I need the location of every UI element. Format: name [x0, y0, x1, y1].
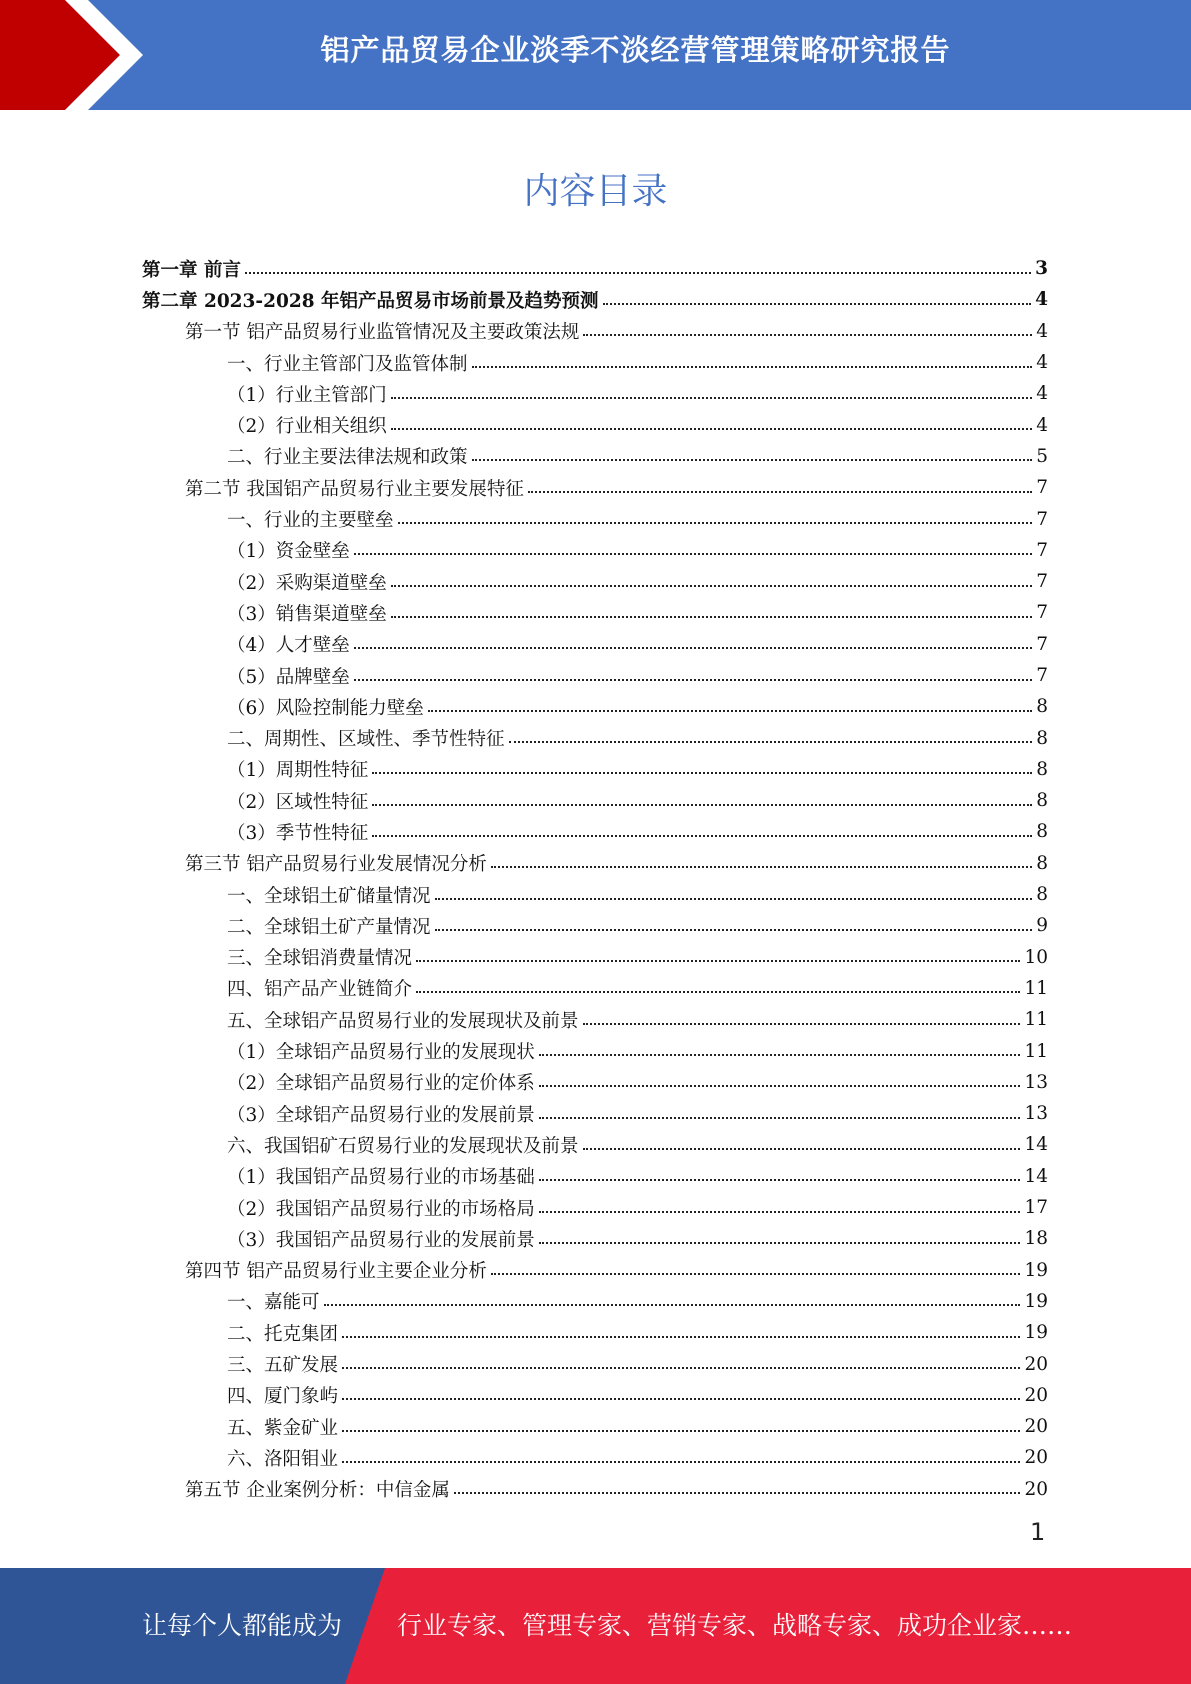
toc-entry-page: 8 — [1036, 790, 1048, 812]
toc-entry[interactable] — [142, 660, 1048, 691]
toc-entry-page: 5 — [1036, 445, 1048, 467]
toc-entry-page: 11 — [1024, 1009, 1048, 1031]
toc-leader-dots — [391, 426, 1032, 430]
toc-leader-dots — [528, 489, 1032, 493]
toc-entry-page: 14 — [1024, 1134, 1048, 1156]
toc-entry-page: 20 — [1024, 1384, 1048, 1406]
toc-entry-title: 三、全球铝消费量情况 — [227, 948, 413, 970]
toc-entry-title: （5）品牌壁垒 — [227, 666, 350, 688]
toc-leader-dots — [398, 520, 1032, 524]
toc-entry[interactable] — [142, 1035, 1048, 1066]
toc-entry-page: 4 — [1036, 352, 1048, 374]
toc-leader-dots — [324, 1302, 1021, 1306]
toc-entry-page: 19 — [1024, 1290, 1048, 1312]
toc-entry[interactable] — [142, 973, 1048, 1004]
toc-entry-title: 二、托克集团 — [227, 1323, 339, 1345]
toc-entry[interactable] — [142, 1317, 1048, 1348]
toc-entry-page: 20 — [1024, 1353, 1048, 1375]
toc-entry-page: 8 — [1036, 727, 1048, 749]
toc-entry-title: 六、我国铝矿石贸易行业的发展现状及前景 — [227, 1135, 579, 1157]
toc-leader-dots — [539, 1052, 1021, 1056]
toc-entry-title: 二、周期性、区域性、季节性特征 — [227, 729, 505, 751]
toc-entry-title: 五、全球铝产品贸易行业的发展现状及前景 — [227, 1010, 579, 1032]
toc-entry-title: 四、厦门象屿 — [227, 1386, 339, 1408]
toc-entry-page: 14 — [1024, 1165, 1048, 1187]
toc-entry[interactable] — [142, 284, 1048, 315]
toc-leader-dots — [342, 1428, 1020, 1432]
toc-entry-page: 18 — [1024, 1228, 1048, 1250]
toc-leader-dots — [539, 1177, 1021, 1181]
toc-entry-title: 第四节 铝产品贸易行业主要企业分析 — [185, 1261, 487, 1283]
toc-entry-page: 8 — [1036, 852, 1048, 874]
toc-leader-dots — [391, 614, 1032, 618]
toc-entry[interactable] — [142, 1067, 1048, 1098]
toc-entry[interactable] — [142, 441, 1048, 472]
toc-entry-page: 8 — [1036, 884, 1048, 906]
toc-entry[interactable] — [142, 347, 1048, 378]
toc-entry[interactable] — [142, 848, 1048, 879]
toc-leader-dots — [454, 1490, 1021, 1494]
toc-leader-dots — [391, 583, 1032, 587]
toc-entry[interactable] — [142, 816, 1048, 847]
toc-entry-page: 13 — [1024, 1103, 1048, 1125]
toc-entry-title: （3）销售渠道壁垒 — [227, 603, 387, 625]
toc-leader-dots — [416, 958, 1020, 962]
toc-entry-title: 第五节 企业案例分析：中信金属 — [185, 1480, 450, 1502]
toc-leader-dots — [354, 645, 1032, 649]
toc-leader-dots — [372, 833, 1032, 837]
footer-slogan: 让每个人都能成为 — [142, 1611, 343, 1640]
toc-entry[interactable] — [142, 253, 1048, 284]
toc-entry-page: 3 — [1035, 258, 1048, 280]
page-number: 1 — [1030, 1518, 1046, 1546]
toc-entry-title: 五、紫金矿业 — [227, 1417, 339, 1439]
toc-entry-page: 7 — [1036, 633, 1048, 655]
footer-roles: 行业专家、管理专家、营销专家、战略专家、成功企业家…… — [397, 1611, 1073, 1640]
toc-leader-dots — [435, 927, 1032, 931]
toc-entry[interactable] — [142, 1223, 1048, 1254]
toc-entry-page: 10 — [1024, 946, 1048, 968]
toc-entry-title: （6）风险控制能力壁垒 — [227, 697, 424, 719]
toc-entry[interactable] — [142, 1442, 1048, 1473]
toc-entry[interactable] — [142, 503, 1048, 534]
toc-entry[interactable] — [142, 910, 1048, 941]
toc-entry[interactable] — [142, 629, 1048, 660]
toc-entry-title: （4）人才壁垒 — [227, 635, 350, 657]
report-title: 铝产品贸易企业淡季不淡经营管理策略研究报告 — [320, 33, 951, 67]
toc-entry[interactable] — [142, 535, 1048, 566]
toc-entry-title: 第三节 铝产品贸易行业发展情况分析 — [185, 854, 487, 876]
toc-leader-dots — [354, 677, 1032, 681]
toc-leader-dots — [472, 457, 1032, 461]
toc-entry-page: 20 — [1024, 1447, 1048, 1469]
toc-entry-title: （3）全球铝产品贸易行业的发展前景 — [227, 1104, 535, 1126]
toc-entry-title: （2）我国铝产品贸易行业的市场格局 — [227, 1198, 535, 1220]
toc-leader-dots — [435, 896, 1032, 900]
toc-leader-dots — [342, 1396, 1020, 1400]
toc-entry-title: 一、行业的主要壁垒 — [227, 510, 394, 532]
toc-entry[interactable] — [142, 1192, 1048, 1223]
toc-entry[interactable] — [142, 597, 1048, 628]
toc-leader-dots — [539, 1240, 1021, 1244]
toc-entry[interactable] — [142, 472, 1048, 503]
toc-entry-title: 三、五矿发展 — [227, 1355, 339, 1377]
toc-entry-title: （1）我国铝产品贸易行业的市场基础 — [227, 1167, 535, 1189]
toc-entry-title: 一、全球铝土矿储量情况 — [227, 885, 431, 907]
toc-entry-title: （2）区域性特征 — [227, 791, 369, 813]
toc-entry-page: 4 — [1035, 289, 1048, 311]
toc-leader-dots — [472, 364, 1032, 368]
toc-entry-title: （1）行业主管部门 — [227, 384, 387, 406]
toc-entry-page: 4 — [1036, 414, 1048, 436]
toc-entry-page: 13 — [1024, 1071, 1048, 1093]
header-arrow-decoration — [0, 0, 160, 110]
toc-leader-dots — [342, 1365, 1020, 1369]
toc-entry-title: （1）全球铝产品贸易行业的发展现状 — [227, 1042, 535, 1064]
toc-entry-page: 8 — [1036, 696, 1048, 718]
toc-entry[interactable] — [142, 1129, 1048, 1160]
toc-entry-page: 7 — [1036, 508, 1048, 530]
toc-entry-title: （2）全球铝产品贸易行业的定价体系 — [227, 1073, 535, 1095]
toc-entry-page: 7 — [1036, 571, 1048, 593]
toc-entry[interactable] — [142, 754, 1048, 785]
toc-heading: 内容目录 — [523, 171, 668, 212]
toc-entry[interactable] — [142, 1004, 1048, 1035]
toc-entry[interactable] — [142, 785, 1048, 816]
toc-entry-page: 9 — [1036, 915, 1048, 937]
toc-leader-dots — [372, 802, 1032, 806]
toc-entry-title: 第二节 我国铝产品贸易行业主要发展特征 — [185, 478, 524, 500]
toc-leader-dots — [509, 739, 1032, 743]
toc-leader-dots — [342, 1334, 1020, 1338]
toc-entry-title: （2）行业相关组织 — [227, 416, 387, 438]
toc-entry-title: 第二章 2023-2028 年铝产品贸易市场前景及趋势预测 — [142, 290, 599, 312]
toc-entry-page: 4 — [1036, 320, 1048, 342]
toc-leader-dots — [583, 1021, 1021, 1025]
toc-entry[interactable] — [142, 1286, 1048, 1317]
toc-entry-page: 8 — [1036, 821, 1048, 843]
toc-entry-title: （1）周期性特征 — [227, 760, 369, 782]
toc-entry-page: 19 — [1024, 1259, 1048, 1281]
toc-entry-title: 二、全球铝土矿产量情况 — [227, 916, 431, 938]
toc-entry-title: 一、行业主管部门及监管体制 — [227, 353, 468, 375]
toc-leader-dots — [583, 1146, 1021, 1150]
toc-leader-dots — [583, 332, 1032, 336]
toc-leader-dots — [391, 395, 1032, 399]
toc-leader-dots — [354, 551, 1032, 555]
toc-entry[interactable] — [142, 378, 1048, 409]
toc-entry[interactable] — [142, 1161, 1048, 1192]
toc-entry-page: 17 — [1024, 1197, 1048, 1219]
toc-entry-page: 7 — [1036, 665, 1048, 686]
toc-entry-page: 7 — [1036, 602, 1048, 624]
toc-leader-dots — [539, 1115, 1021, 1119]
toc-entry-title: （1）资金壁垒 — [227, 541, 350, 563]
toc-entry-page: 7 — [1036, 539, 1048, 561]
toc-entry-title: 六、洛阳钼业 — [227, 1448, 339, 1470]
toc-entry[interactable] — [142, 1098, 1048, 1129]
toc-leader-dots — [245, 270, 1031, 274]
toc-entry-page: 8 — [1036, 758, 1048, 780]
toc-entry[interactable] — [142, 1255, 1048, 1286]
toc-entry[interactable] — [142, 316, 1048, 347]
page-footer — [0, 1568, 1191, 1684]
toc-entry[interactable] — [142, 1474, 1048, 1505]
page-header — [0, 0, 1191, 110]
toc-leader-dots — [603, 301, 1032, 305]
toc-leader-dots — [491, 1271, 1021, 1275]
toc-entry[interactable] — [142, 1348, 1048, 1379]
toc-entry-title: 四、铝产品产业链简介 — [227, 979, 413, 1001]
toc-entry[interactable] — [142, 1411, 1048, 1442]
toc-entry[interactable] — [142, 1380, 1048, 1411]
toc-entry[interactable] — [142, 942, 1048, 973]
toc-leader-dots — [539, 1083, 1021, 1087]
toc-entry-page: 19 — [1024, 1322, 1048, 1344]
toc-entry-page: 4 — [1036, 383, 1048, 405]
toc-entry[interactable] — [142, 691, 1048, 722]
toc-entry-page: 11 — [1024, 977, 1048, 999]
toc-entry[interactable] — [142, 566, 1048, 597]
toc-entry-page: 11 — [1024, 1040, 1048, 1062]
toc-entry-title: 一、嘉能可 — [227, 1292, 320, 1314]
toc-entry-title: 二、行业主要法律法规和政策 — [227, 447, 468, 469]
toc-entry-title: （2）采购渠道壁垒 — [227, 572, 387, 594]
toc-entry-page: 20 — [1024, 1416, 1048, 1438]
toc-entry-title: （3）季节性特征 — [227, 822, 369, 844]
toc-entry-page: 20 — [1024, 1478, 1048, 1500]
toc-leader-dots — [428, 708, 1032, 712]
toc-entry-title: （3）我国铝产品贸易行业的发展前景 — [227, 1229, 535, 1251]
toc-leader-dots — [416, 989, 1020, 993]
toc-leader-dots — [539, 1209, 1021, 1213]
toc-entry[interactable] — [142, 722, 1048, 753]
toc-entry-title: 第一章 前言 — [142, 259, 241, 281]
toc-leader-dots — [372, 770, 1032, 774]
toc-entry-page: 7 — [1036, 477, 1048, 499]
toc-entry-title: 第一节 铝产品贸易行业监管情况及主要政策法规 — [185, 322, 580, 344]
toc-entry[interactable] — [142, 879, 1048, 910]
toc-entry[interactable] — [142, 409, 1048, 440]
toc-leader-dots — [491, 864, 1032, 868]
table-of-contents — [142, 253, 1048, 1505]
toc-leader-dots — [342, 1459, 1020, 1463]
